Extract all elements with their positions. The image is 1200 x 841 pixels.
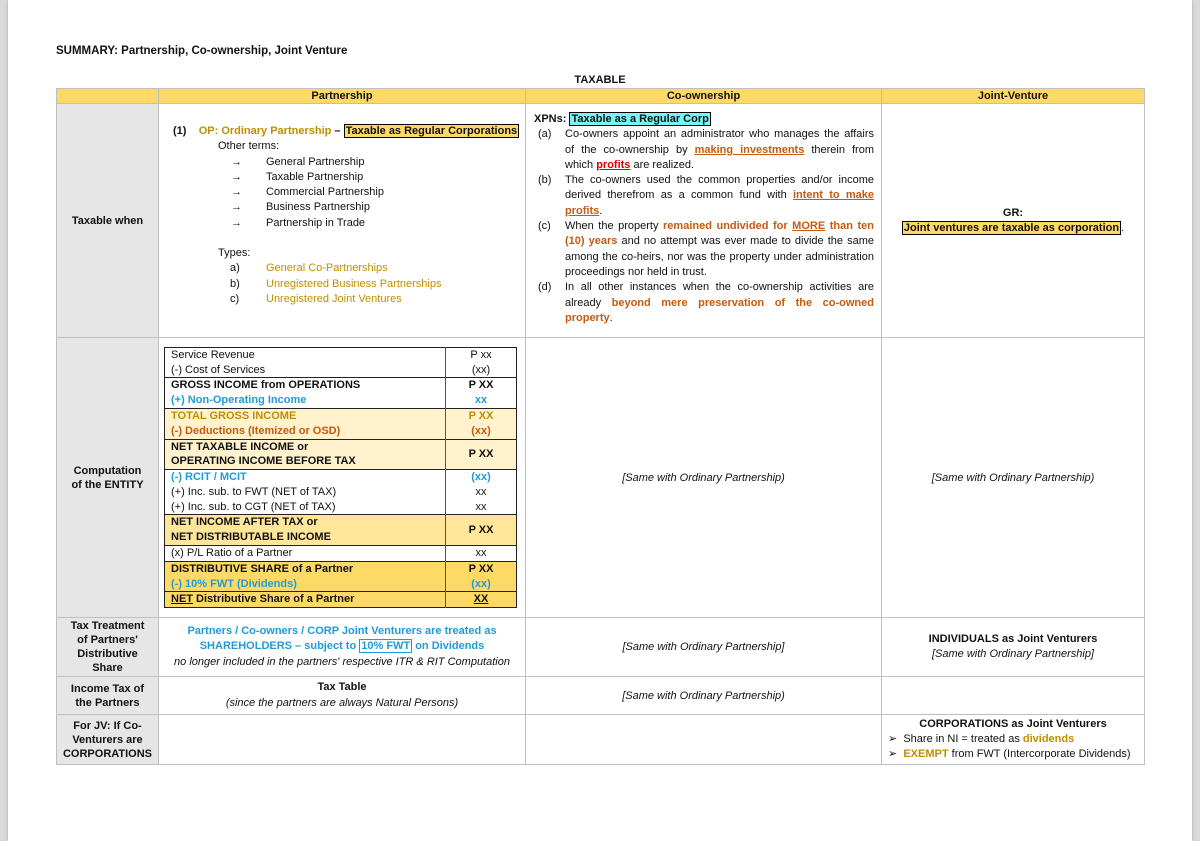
- list-item: (d) In all other instances when the co-ownership activities are already beyond mere preservation of the co-owned property.: [538, 281, 874, 324]
- page-title: SUMMARY: Partnership, Co-ownership, Joint Venture: [56, 45, 348, 57]
- list-item: → Business Partnership: [173, 200, 525, 215]
- cell-jv-for-jv: CORPORATIONS as Joint Venturers ➢ Share in NI = treated as dividends ➢ EXEMPT from FWT (Intercorporate Dividends): [882, 715, 1145, 765]
- table-row: DISTRIBUTIVE SHARE of a Partner P XX: [165, 561, 517, 576]
- header-partnership: Partnership: [159, 89, 526, 104]
- row-income-tax: [57, 677, 1145, 715]
- cell-partnership-for-jv: [159, 715, 526, 765]
- taxable-heading: TAXABLE: [574, 74, 626, 86]
- types-label: Types:: [218, 247, 251, 260]
- computation-table: [164, 347, 517, 609]
- table-row: GROSS INCOME from OPERATIONS P XX: [165, 378, 517, 393]
- header-row: [57, 89, 1145, 104]
- header-coownership: Co-ownership: [526, 89, 882, 104]
- list-item: ➢ EXEMPT from FWT (Intercorporate Dividends): [888, 748, 1131, 761]
- table-row: (x) P/L Ratio of a Partner xx: [165, 546, 517, 562]
- list-item: c) Unregistered Joint Ventures: [230, 292, 402, 305]
- summary-table: [56, 88, 1145, 765]
- row-for-jv: [57, 715, 1145, 765]
- table-row: (-) Cost of Services (xx): [165, 363, 517, 378]
- other-terms-label: Other terms:: [218, 140, 280, 153]
- cell-coownership-taxable: [526, 104, 882, 338]
- table-row: (+) Non-Operating Income xx: [165, 393, 517, 408]
- table-row: NET Distributive Share of a Partner XX: [165, 592, 517, 608]
- cell-jv-computation: [Same with Ordinary Partnership): [882, 338, 1145, 618]
- arrow-icon: →: [231, 201, 242, 214]
- cell-coownership-tax-treatment: [Same with Ordinary Partnership]: [526, 618, 882, 677]
- list-item: → Partnership in Trade: [173, 216, 525, 231]
- list-item: → Taxable Partnership: [173, 170, 525, 185]
- table-row: NET INCOME AFTER TAX or NET DISTRIBUTABLE INCOME P XX: [165, 515, 517, 546]
- list-item: ➢ Share in NI = treated as dividends: [888, 732, 1075, 745]
- row-tax-treatment: [57, 618, 1145, 677]
- document-page: [8, 0, 1192, 841]
- list-item: b) Unregistered Business Partnerships: [230, 277, 442, 290]
- arrow-icon: →: [231, 170, 242, 183]
- table-row: (-) RCIT / MCIT (xx): [165, 470, 517, 485]
- header-blank: [57, 89, 159, 104]
- row-label-income-tax: Income Tax of the Partners: [57, 677, 159, 715]
- jv-taxable-highlight: Joint ventures are taxable as corporation: [903, 221, 1120, 234]
- cell-coownership-computation: [Same with Ordinary Partnership): [526, 338, 882, 618]
- cell-jv-tax-treatment: INDIVIDUALS as Joint Venturers [Same with Ordinary Partnership]: [882, 618, 1145, 677]
- table-row: Service Revenue P xx: [165, 347, 517, 362]
- cell-coownership-income-tax: [Same with Ordinary Partnership): [526, 677, 882, 715]
- fwt-highlight: 10% FWT: [361, 640, 411, 653]
- list-item: a) General Co-Partnerships: [230, 262, 388, 275]
- list-item: → Commercial Partnership: [173, 185, 525, 200]
- cell-jv-taxable: GR: Joint ventures are taxable as corporation .: [882, 104, 1145, 338]
- cell-partnership-computation: [159, 338, 526, 618]
- gr-label: GR:: [1002, 206, 1024, 219]
- arrow-icon: →: [231, 216, 242, 229]
- header-joint-venture: Joint-Venture: [882, 89, 1145, 104]
- cell-jv-income-tax: [882, 677, 1145, 715]
- list-item: (c) When the property remained undivided for MORE than ten (10) years and no attempt was ever made to divide the same among the co-heirs, nor was the property under administration proceedings nor held in trust.: [538, 220, 874, 278]
- cell-partnership-taxable: [159, 104, 526, 338]
- table-row: (-) 10% FWT (Dividends) (xx): [165, 577, 517, 592]
- cell-partnership-income-tax: Tax Table (since the partners are always Natural Persons): [159, 677, 526, 715]
- list-item: (a) Co-owners appoint an administrator who manages the affairs of the co-ownership by making investments therein from which profits are realized.: [538, 128, 875, 171]
- row-label-taxable-when: Taxable when: [57, 104, 159, 338]
- xpns-heading: XPNs: Taxable as a Regular Corp: [534, 113, 709, 125]
- arrow-icon: →: [231, 155, 242, 168]
- table-row: NET TAXABLE INCOME or OPERATING INCOME BEFORE TAX P XX: [165, 439, 517, 470]
- cell-partnership-tax-treatment: Partners / Co-owners / CORP Joint Venturers are treated as SHAREHOLDERS – subject to 10% FWT on Dividends no longer included in the partners' respective ITR & RIT Computation: [159, 618, 526, 677]
- list-item: (b) The co-owners used the common properties and/or income derived therefrom as a common fund with intent to make profits.: [538, 174, 874, 217]
- table-row: TOTAL GROSS INCOME P XX: [165, 408, 517, 423]
- table-row: (-) Deductions (Itemized or OSD) (xx): [165, 424, 517, 439]
- arrow-bullet-icon: ➢: [888, 748, 898, 761]
- row-computation: [57, 338, 1145, 618]
- arrow-icon: →: [231, 186, 242, 199]
- table-row: (+) Inc. sub. to FWT (NET of TAX) xx: [165, 485, 517, 500]
- op-taxable-highlight: Taxable as Regular Corporations: [345, 125, 518, 137]
- op-heading: (1) OP: Ordinary Partnership – Taxable as Regular Corporations: [173, 125, 518, 137]
- cell-coownership-for-jv: [526, 715, 882, 765]
- list-item: → General Partnership: [173, 155, 525, 170]
- row-label-computation: Computation of the ENTITY: [57, 338, 159, 618]
- table-row: (+) Inc. sub. to CGT (NET of TAX) xx: [165, 500, 517, 515]
- row-label-for-jv: For JV: If Co- Venturers are CORPORATIONS: [57, 715, 159, 765]
- row-taxable-when: [57, 104, 1145, 338]
- row-label-tax-treatment: Tax Treatment of Partners' Distributive Share: [57, 618, 159, 677]
- arrow-bullet-icon: ➢: [888, 732, 898, 745]
- xpns-taxable-highlight: Taxable as a Regular Corp: [571, 113, 709, 125]
